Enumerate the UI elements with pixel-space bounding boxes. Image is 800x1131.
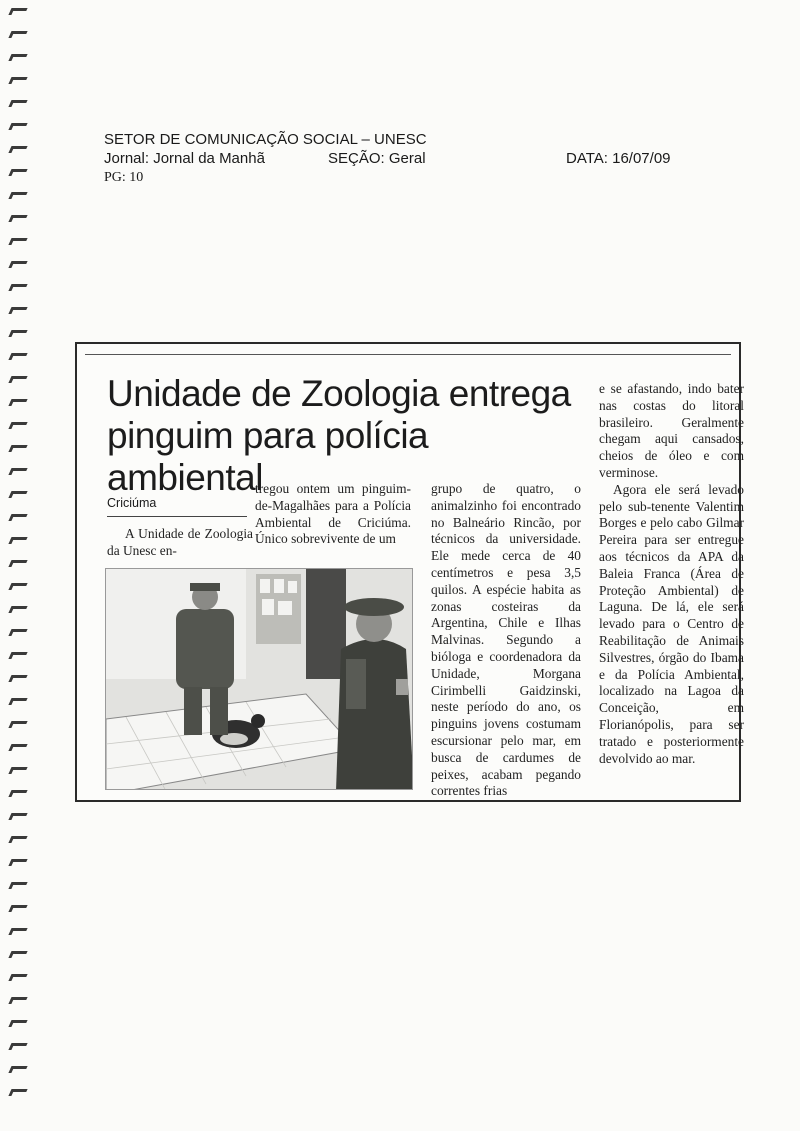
binding-ring [8,422,27,429]
binding-ring [8,905,27,912]
binding-ring [8,836,27,843]
binding-ring [8,1020,27,1027]
info-line [104,149,724,168]
binding-ring [8,123,27,130]
binding-ring [8,698,27,705]
binding-ring [8,721,27,728]
column-4-paragraph-1: e se afastando, indo bater nas costas do litoral brasileiro. Geralmente chegam aqui cansados, cheios de óleo e com verminose. [599,381,744,480]
binding-ring [8,445,27,452]
date-label: DATA: 16/07/09 [566,150,671,167]
binding-ring [8,468,27,475]
binding-ring [8,399,27,406]
binding-ring [8,1089,27,1096]
binding-ring [8,1043,27,1050]
clipping-body [85,354,744,799]
newspaper-clipping [75,342,744,802]
article-column-1: A Unidade de Zoologia da Unesc en- [107,526,253,558]
binding-ring [8,353,27,360]
page-label: PG: 10 [104,170,144,185]
secao-label: SEÇÃO: Geral [328,150,426,167]
binding-ring [8,376,27,383]
binding-ring [8,215,27,222]
binding-ring [8,491,27,498]
binding-ring [8,652,27,659]
photo-illustration [106,569,413,790]
binding-ring [8,146,27,153]
binding-ring [8,31,27,38]
binding-ring [8,997,27,1004]
binding-ring [8,54,27,61]
binding-ring [8,514,27,521]
binding-ring [8,606,27,613]
binding-ring [8,629,27,636]
jornal-label: Jornal: Jornal da Manhã [104,150,265,167]
headline: Unidade de Zoologia entrega pinguim para polícia ambiental [107,373,571,498]
binding-ring [8,307,27,314]
article-column-2: tregou ontem um pinguim-de-Magalhães para a Polícia Ambiental de Criciúma. Único sobrevivente de um [255,481,411,547]
binding-ring [8,238,27,245]
binding-ring [8,8,27,15]
binding-ring [8,882,27,889]
byline: Criciúma [107,496,247,517]
article-column-4 [599,381,744,767]
binding-ring [8,261,27,268]
spiral-binding [6,8,32,1118]
binding-ring [8,790,27,797]
binding-ring [8,583,27,590]
binding-ring [8,813,27,820]
binding-ring [8,77,27,84]
binding-ring [8,974,27,981]
binding-ring [8,537,27,544]
binding-ring [8,951,27,958]
binding-ring [8,767,27,774]
binding-ring [8,330,27,337]
binding-ring [8,169,27,176]
column-4-paragraph-2: Agora ele será levado pelo sub-tenente Valentim Borges e pelo cabo Gilmar Pereira para ser entregue aos técnicos da APA da Baleia Franca (Área de Proteção Ambiental) de Laguna. De lá, ele será levado para o Centro de Reabilitação de Animais Silvestres, órgão do Ibama e da Polícia Ambiental, localizado na Lagoa da Conceição, em Florianópolis, para ser tratado e posteriormente devolvido ao mar. [599,481,744,766]
news-photo [105,568,413,790]
binding-ring [8,928,27,935]
binding-ring [8,859,27,866]
binding-ring [8,100,27,107]
binding-ring [8,192,27,199]
binding-ring [8,284,27,291]
clipping-header [104,130,724,187]
binding-ring [8,675,27,682]
article-column-3: grupo de quatro, o animalzinho foi encontrado no Balneário Rincão, por técnicos da universidade. Ele mede cerca de 40 centímetros e pesa 3,5 quilos. A espécie habita as zonas costeiras da Argentina, Chile e Ilhas Malvinas. Segundo a bióloga e coordenadora da Unidade, Morgana Cirimbelli Gaidzinski, neste período do ano, os pinguins jovens costumam escursionar pelo mar, em busca de cardumes de peixes, acabam pegando correntes frias [431,481,581,799]
sector-line: SETOR DE COMUNICAÇÃO SOCIAL – UNESC [104,131,427,148]
binding-ring [8,744,27,751]
binding-ring [8,560,27,567]
binding-ring [8,1066,27,1073]
